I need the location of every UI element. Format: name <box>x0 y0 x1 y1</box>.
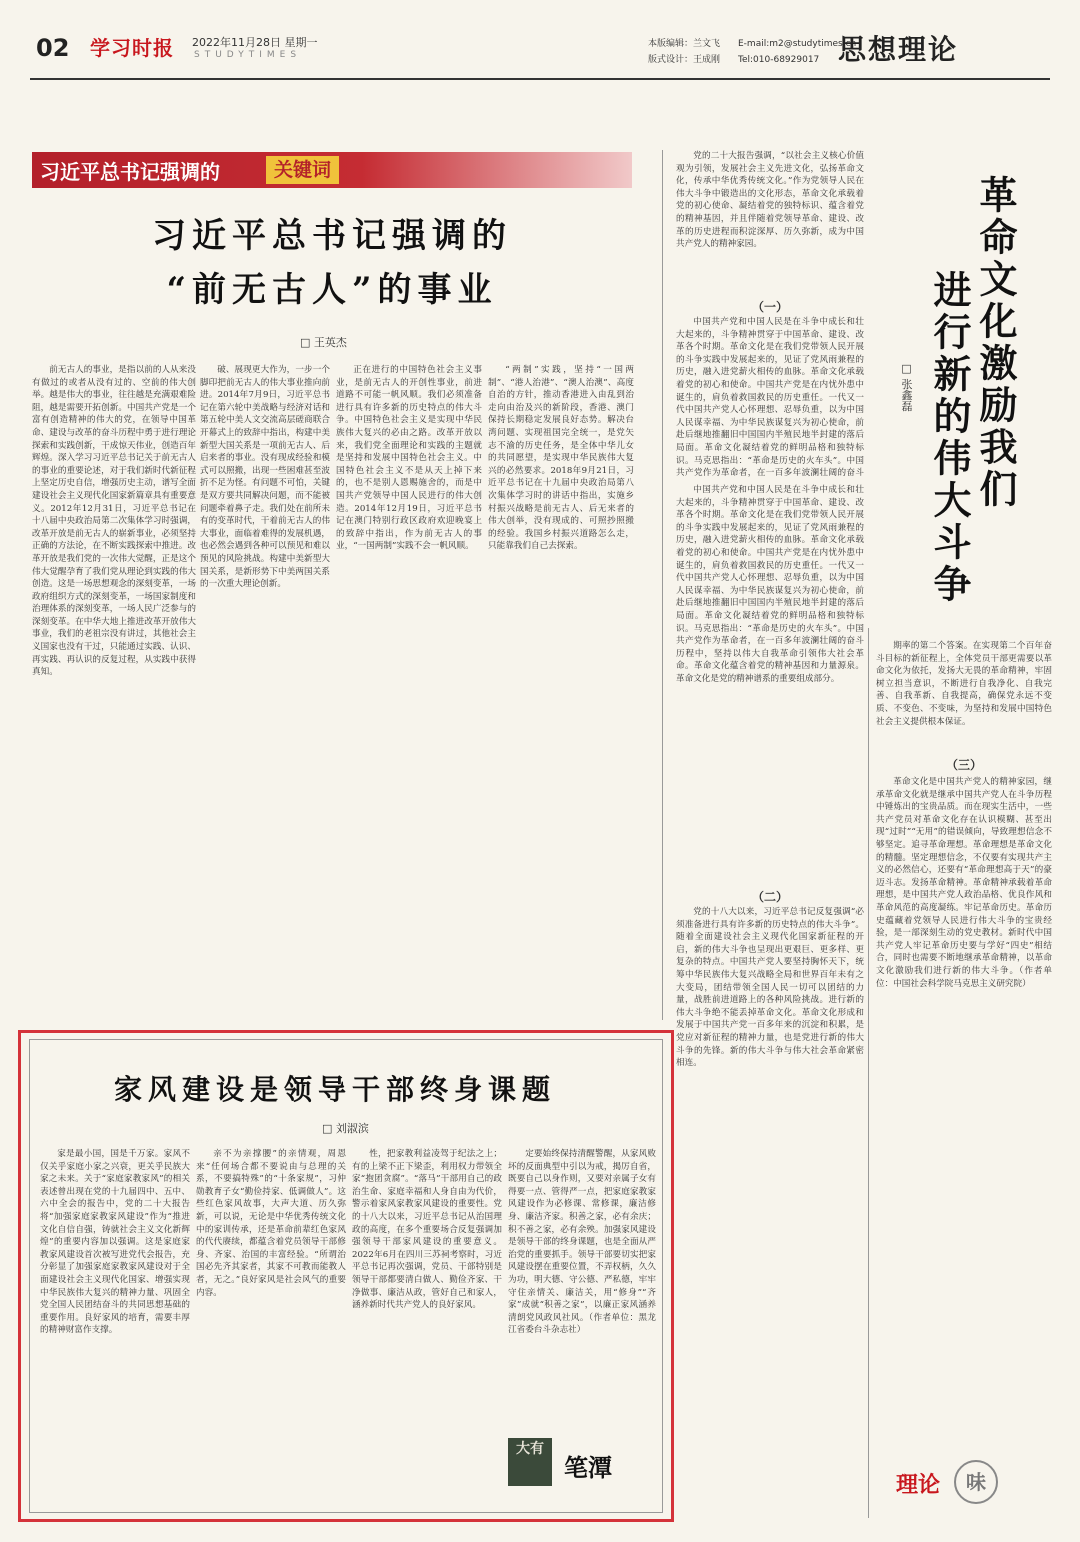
designer-line: 版式设计：王成刚 <box>648 55 721 65</box>
article1-column-4: “两制”实践，坚持“一国两制”、“港人治港”、“澳人治澳”、高度自治的方针，推动香港进入由乱到治走向由治及兴的新阶段，香港、澳门保持长期稳定发展良好态势。解决台湾问题、实现祖国完全统一，是党矢志不渝的历史任务，是全体中华儿女的共同愿望，是实现中华民族伟大复兴的必然要求。2018年9月21日，习近平总书记在十九届中央政治局第八次集体学习时的讲话中指出，实施乡村振兴战略是前无古人、后无来者的伟大创举，没有现成的、可照抄照搬的经验。我国乡村振兴道路怎么走，只能靠我们自己去探索。 <box>488 365 634 552</box>
theory-logo <box>896 1458 1046 1508</box>
logo-text: 理论 <box>896 1472 941 1498</box>
article2-title: 家风建设是领导干部终身课题 <box>113 1073 556 1106</box>
article3-right-upper: 期率的第二个答案。在实现第二个百年奋斗目标的新征程上，全体党员干部更需要以革命文化为依托，发扬大无畏的革命精神，牢固树立担当意识，不断进行自我净化、自我完善、自我革新、自我提高，确保党永远不变质、不变色、不变味，为坚持和发展中国特色社会主义提供根本保证。 <box>876 641 1052 727</box>
editor-line: 本版编辑：兰文飞 <box>648 39 721 49</box>
keyword-banner <box>32 152 632 188</box>
banner-text: 习近平总书记强调的 <box>40 160 220 184</box>
article3-section3-body: 革命文化是中国共产党人的精神家园，继承革命文化就是继承中国共产党人在斗争历程中锤炼出的宝贵品质。而在现实生活中，一些共产党员对革命文化存在认识模糊、甚至出现“过时”“无用”的错误倾向，导致理想信念不够坚定。追寻革命理想。革命理想是革命文化的精髓。坚定理想信念，不仅要有实现共产主义的必然信心，还要有“革命理想高于天”的豪迈斗志。发扬革命精神。革命精神承载着革命理想，是中国共产党人政治品格、优良作风和革命风范的高度凝练。牢记革命历史。革命历史蕴藏着党领导人民进行伟大斗争的宝贵经验，是一部深刻生动的党史教材。新时代中国共产党人牢记革命历史要与学好“四史”相结合，同时也需要不断地继承革命精神，以革命文化激励我们进行新的伟大斗争。（作者单位：中国社会科学院马克思主义研究院） <box>876 777 1052 989</box>
article2-byline: □ 刘淑滨 <box>322 1122 369 1135</box>
article3-intro: 党的二十大报告强调，“以社会主义核心价值观为引领，发展社会主义先进文化，弘扬革命文化，传承中华优秀传统文化。”作为党领导人民在伟大斗争中锻造出的文化形态，革命文化承载着党的初心使命、凝结着党的独特标识、蕴含着党的精神基因，并且伴随着党领导革命、建设、改革的历史进程而积淀深厚、历久弥新，成为中国共产党人的精神家园。 <box>676 151 864 250</box>
article2-column-3: 性，把家教利益凌驾于纪法之上；有的上梁不正下梁歪，利用权力带领全家“抱团贪腐”。“落马”干部用自己的政治生命、家庭幸福和人身自由为代价，警示着家风家教家风建设的重要性。党的十八大以来，习近平总书记从治国理政的高度，在多个重要场合反复强调加强领导干部家风建设的重要意义。2022年6月在四川三苏祠考察时，习近平总书记再次强调，党员、干部特别是领导干部都要清白做人、勤俭齐家、干净做事、廉洁从政，管好自己和家人，涵养新时代共产党人的良好家风。 <box>352 1149 502 1311</box>
masthead <box>30 30 1050 76</box>
stamp-box: 大有 <box>508 1438 552 1486</box>
logo-circle: 味 <box>954 1460 998 1504</box>
article1-column-2: 破、展现更大作为，一步一个脚印把前无古人的伟大事业推向前进。2014年7月9日，习近平总书记在第六轮中美战略与经济对话和第五轮中美人文交流高层磋商联合开幕式上的致辞中指出，构建中美新型大国关系是一项前无古人、后启来者的事业。没有现成经验和模式可以照搬，出现一些困难甚至波折不足为怪。有问题不可怕，关键是双方要共同解决问题，而不能被问题牵着鼻子走。我们处在前所未有的变革时代，干着前无古人的伟大事业，面临着难得的发展机遇，也必然会遇到各种可以预见和难以预见的风险挑战。构建中美新型大国关系，是新形势下中美两国关系的一次重大理论创新。 <box>200 365 330 590</box>
section-name: 思想理论 <box>838 33 959 66</box>
section2-mark: （二） <box>751 890 788 904</box>
article3-section1-upper: 中国共产党和中国人民是在斗争中成长和壮大起来的，斗争精神贯穿于中国革命、建设、改革各个时期。革命文化是在我们党带领人民开展的斗争实践中发展起来的，见证了党风雨兼程的历史，融入进党薪火相传的血脉。革命文化承载着党的初心和使命。中国共产党是在内忧外患中诞生的，肩负着救国救民的历史重任。一代又一代中国共产党人心怀理想、忍辱负重，以为中国人民谋幸福、为中华民族谋复兴为初心使命，前赴后继地推翻旧中国国内半殖民地半封建的落后局面。革命文化凝结着党的鲜明品格和独特标识。马克思指出：“革命是历史的火车头”。中国共产党作为革命者，在一百多年波澜壮阔的奋斗 <box>676 317 864 478</box>
right-column-divider <box>868 628 869 1518</box>
article3-title-line2: 进行新的伟大斗争 <box>927 270 972 606</box>
article2-column-4: 定要始终保持清醒警醒，从家风败坏的反面典型中引以为戒，揭厉自省，既要自己以身作则，又要对亲属子女有得要一点、管得严一点，把家庭家教家风建设作为必修课、常修课，廉洁修身、廉洁齐家。积善之家，必有余庆；积不善之家，必有余殃。加强家风建设是领导干部的终身课题，也是全面从严治党的重要抓手。领导干部要切实把家风建设摆在重要位置，不弄权柄，久久为功，明大德、守公德、严私德，牢牢守住亲情关、廉洁关，用“修身”“齐家”成就“积善之家”，以廉正家风涵养清朗党风政风社风。（作者单位：黑龙江省委台斗杂志社） <box>508 1149 656 1336</box>
paper-en: STUDYTIMES <box>194 50 302 60</box>
column-name: 笔潭 <box>564 1453 612 1482</box>
paper-name: 学习时报 <box>90 36 174 60</box>
article1-byline: □ 王英杰 <box>300 336 347 349</box>
article3-byline: □ 张鑫磊 <box>900 362 913 412</box>
column-stamp <box>508 1438 626 1486</box>
section3-mark: （三） <box>945 758 982 772</box>
article1-title-line1: 习近平总书记强调的 <box>152 216 512 256</box>
masthead-rule <box>30 78 1050 80</box>
section1-mark: （一） <box>751 300 788 314</box>
article1-column-3: 正在进行的中国特色社会主义事业，是前无古人的开创性事业，前进道路不可能一帆风顺。我们必须准备进行具有许多新的历史特点的伟大斗争。中国特色社会主义是实现中华民族伟大复兴的必由之路。改革开放以来，我们党全面理论和实践的主题就是坚持和发展中国特色社会主义。中国特色社会主义不是从天上掉下来的，也不是别人恩赐施舍的，而是中国共产党领导中国人民进行的伟大创造。2014年12月19日，习近平总书记在澳门特别行政区政府欢迎晚宴上的致辞中指出，作为前无古人的事业，“一国两制”实践不会一帆风顺。 <box>336 365 482 552</box>
page-number: 02 <box>36 34 70 62</box>
article3-title-line1: 革命文化激励我们 <box>973 175 1018 511</box>
column-divider <box>662 150 663 1020</box>
article1-title-line2: “前无古人”的事业 <box>166 270 498 310</box>
email-line: E-mail:m2@studytimes.cn <box>738 39 857 49</box>
editor-info <box>648 36 720 68</box>
issue-date: 2022年11月28日 星期一 <box>192 36 318 49</box>
tel-line: Tel:010-68929017 <box>738 55 820 65</box>
article2-column-1: 家是最小国，国是千万家。家风不仅关乎家庭小家之兴衰，更关乎民族大家之未来。关于“家庭家教家风”的相关表述曾出现在党的十九届四中、五中、六中全会的报告中，党的二十大报告将“加强家庭家教家风建设”作为“推进文化自信自强，铸就社会主义文化新辉煌”的重要内容加以强调。这是家庭家教家风建设首次被写进党代会报告，充分彰显了加强家庭家教家风建设对于全面建设社会主义现代化国家、增强实现中华民族伟大复兴的精神力量、巩固全党全国人民团结奋斗的共同思想基础的重要作用。良好家风的培育，需要丰厚的精神财富作支撑。 <box>40 1149 190 1336</box>
article2-column-2: 亲不为亲撑腰”的亲情观，周恩来“任何场合都不要说由与总理的关系，不要搞特殊”的“十条家规”，习仲勋教育子女“勤俭持家、低调做人”。这些红色家风故事，大声大道、历久弥新，可以说，无论是中华优秀传统文化中的家训传承，还是革命前辈红色家风的代代赓续，都蕴含着党员领导干部修身、齐家、治国的丰富经验。“所谓治国必先齐其家者，其家不可教而能教人者，无之。”良好家风是社会风气的重要内容。 <box>196 1149 346 1298</box>
article3-section1-body: 中国共产党和中国人民是在斗争中成长和壮大起来的，斗争精神贯穿于中国革命、建设、改革各个时期。革命文化是在我们党带领人民开展的斗争实践中发展起来的，见证了党风雨兼程的历史，融入进党薪火相传的血脉。革命文化承载着党的初心和使命。中国共产党是在内忧外患中诞生的，肩负着救国救民的历史重任。一代又一代中国共产党人心怀理想、忍辱负重，以为中国人民谋幸福、为中华民族谋复兴为初心使命，前赴后继地推翻旧中国国内半殖民地半封建的落后局面。革命文化凝结着党的鲜明品格和独特标识。马克思指出：“革命是历史的火车头”。中国共产党作为革命者，在一百多年波澜壮阔的奋斗历程中，坚持以伟大自我革命引领伟大社会革命。革命文化蕴含着党的精神基因和力量源泉。革命文化是党的精神谱系的重要组成部分。 <box>676 485 864 684</box>
article3-section2-body: 党的十八大以来，习近平总书记反复强调“必须准备进行具有许多新的历史特点的伟大斗争”。随着全面建设社会主义现代化国家新征程的开启，新的伟大斗争也呈现出更艰巨、更多样、更复杂的特点。中国共产党人要坚持胸怀天下，统筹中华民族伟大复兴战略全局和世界百年未有之大变局，团结带领全国人民一切可以团结的力量，战胜前进道路上的各种风险挑战。进行新的伟大斗争绝不能丢掉革命文化。革命文化形成和发展于中国共产党一百多年来的沉淀和积累，是党应对新征程的精神力量，也是党进行新的伟大斗争的先锋。新的伟大斗争与伟大社会革命紧密相连。 <box>676 907 864 1069</box>
article1-column-1: 前无古人的事业，是指以前的人从来没有做过的或者从没有过的、空前的伟大创举。越是伟大的事业，往往越是充满艰难险阻，越是需要开拓创新。中国共产党是一个富有创造精神的伟大的党，在领导中国革命、建设与改革的奋斗历程中勇于进行理论探索和实践创新，干成惊天伟业，创造百年辉煌。深入学习习近平总书记关于前无古人的事业的重要论述，对于我们新时代新征程上坚定历史自信，增强历史主动，谱写全面建设社会主义现代化国家新篇章具有重要意义。2012年12月31日，习近平总书记在十八届中央政治局第二次集体学习时强调，改革开放是前无古人的崭新事业，必须坚持正确的方法论，在不断实践探索中推进。改革开放是我们党的一次伟大觉醒，正是这个伟大觉醒孕育了我们党从理论到实践的伟大创造。这是一场思想观念的深刻变革，一场政府组织方式的深刻变革，一场国家制度和治理体系的深刻变革，一场人民广泛参与的深刻变革。在中华大地上推进改革开放伟大事业，我们的老祖宗没有讲过，其他社会主义国家也没有干过，只能通过实践、认识、再实践、再认识的反复过程，从实践中获得真知。 <box>32 365 196 678</box>
banner-tag: 关键词 <box>266 156 339 184</box>
